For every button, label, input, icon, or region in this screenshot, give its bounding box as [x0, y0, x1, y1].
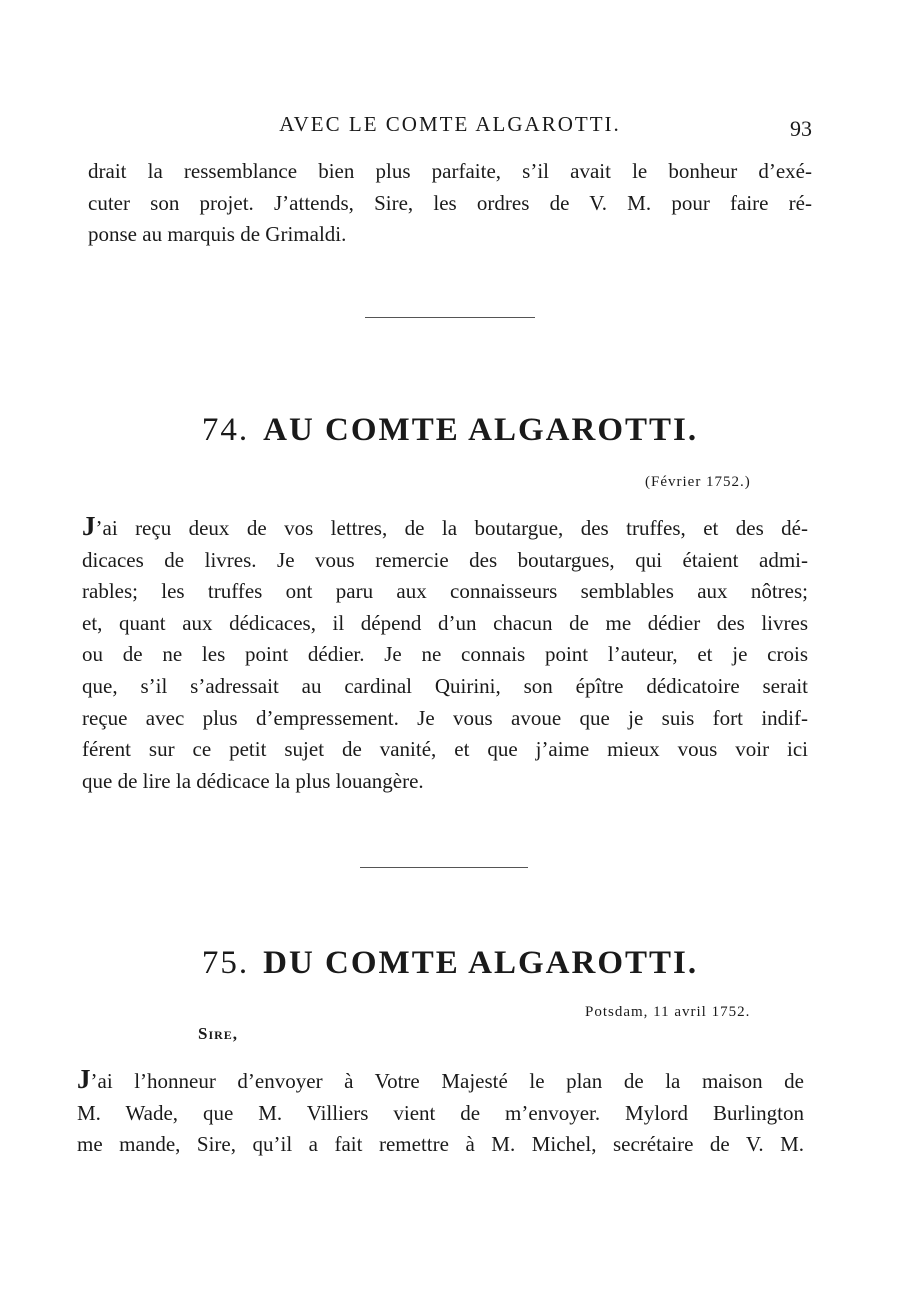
- text-line: férent sur ce petit sujet de vanité, et que j’aime mieux vous voir ici: [82, 737, 808, 762]
- text-line: que, s’il s’adressait au cardinal Quirini, son épître dédicatoire serait: [82, 673, 808, 698]
- continuation-paragraph: [88, 156, 812, 251]
- text-line: reçue avec plus d’empressement. Je vous avoue que je suis fort indif-: [82, 705, 808, 730]
- text-line: que de lire la dédicace la plus louangère.: [82, 768, 424, 793]
- drop-cap: J: [82, 511, 96, 541]
- letter-title: DU COMTE ALGAROTTI.: [263, 945, 699, 981]
- letter-number: 74.: [201, 412, 250, 448]
- letter-number: 75.: [201, 945, 250, 981]
- letter-74-heading: [0, 412, 900, 449]
- letter-75-date: Potsdam, 11 avril 1752.: [585, 1004, 751, 1020]
- text-line: cuter son projet. J’attends, Sire, les ordres de V. M. pour faire ré-: [88, 190, 812, 215]
- letter-75-heading: [0, 945, 900, 982]
- salutation: Sire,: [198, 1024, 239, 1043]
- page-number: 93: [790, 116, 812, 141]
- text-line: me mande, Sire, qu’il a fait remettre à M. Michel, secrétaire de V. M.: [77, 1132, 804, 1157]
- text-line: M. Wade, que M. Villiers vient de m’envoyer. Mylord Burlington: [77, 1100, 804, 1125]
- letter-75-body: [77, 1064, 804, 1161]
- text-line: J’ai reçu deux de vos lettres, de la boutargue, des truffes, et des dé-: [82, 511, 808, 541]
- text-line: ponse au marquis de Grimaldi.: [88, 222, 347, 247]
- text-line: drait la ressemblance bien plus parfaite, s’il avait le bonheur d’exé-: [88, 159, 812, 183]
- letter-74-body: [82, 511, 808, 797]
- text-line: dicaces de livres. Je vous remercie des boutargues, qui étaient admi-: [82, 547, 808, 572]
- running-head: AVEC LE COMTE ALGAROTTI.: [279, 112, 621, 136]
- section-divider: [360, 867, 528, 868]
- text-line: rables; les truffes ont paru aux connaisseurs semblables aux nôtres;: [82, 579, 808, 604]
- section-divider: [365, 317, 535, 318]
- text-line: J’ai l’honneur d’envoyer à Votre Majesté le plan de la maison de: [77, 1064, 804, 1094]
- letter-title: AU COMTE ALGAROTTI.: [263, 412, 699, 448]
- text-line: ou de ne les point dédier. Je ne connais point l’auteur, et je crois: [82, 642, 808, 667]
- text-line: et, quant aux dédicaces, il dépend d’un chacun de me dédier des livres: [82, 610, 808, 635]
- letter-74-date: (Février 1752.): [645, 474, 751, 490]
- drop-cap: J: [77, 1064, 91, 1094]
